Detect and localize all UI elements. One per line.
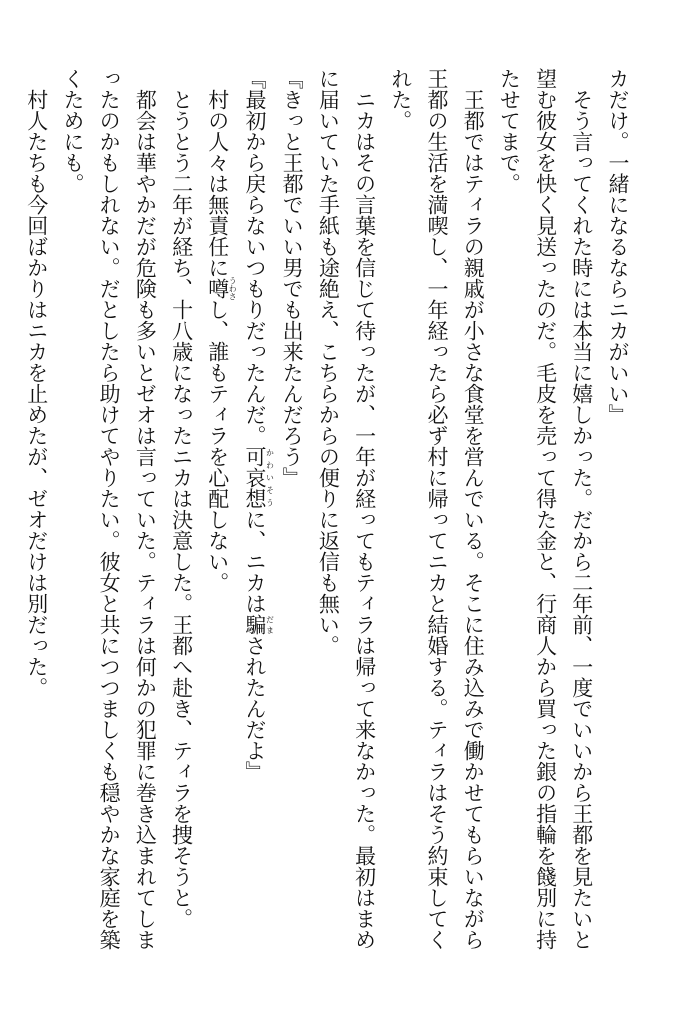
- text-line: れた。: [388, 68, 413, 131]
- ruby-kawaisou: [242, 446, 275, 509]
- text-line: カだけ。一緒になるならニカがいい』: [606, 68, 630, 425]
- text-line: たせてまで。: [497, 68, 522, 194]
- text-segment: 村の人々は無責任に: [205, 68, 230, 278]
- text-line-with-ruby: [237, 68, 274, 998]
- text-line: ニカはその言葉を信じて待ったが、一年が経ってもティラは帰って来なかった。最初はまめ: [352, 68, 377, 950]
- body-text: [19, 68, 636, 998]
- text-segment: に、ニカは: [242, 509, 267, 614]
- ruby-base: 騙: [242, 614, 267, 635]
- text-line: ったのかもしれない。だとしたら助けてやりたい。彼女と共につつましくも穏やかな家庭を築: [97, 68, 122, 950]
- text-line: 都会は華やかだが危険も多いとゼオは言っていた。ティラは何かの犯罪に巻き込まれてしま: [133, 68, 158, 950]
- text-line: に届いていた手紙も途絶え、こちらからの便りに返信も無い。: [316, 68, 341, 656]
- text-line: くためにも。: [60, 68, 85, 194]
- text-line-with-ruby: [200, 68, 237, 998]
- text-line: 望む彼女を快く見送ったのだ。毛皮を売って得た金と、行商人から買った銀の指輪を餞別に持: [533, 68, 558, 950]
- ruby-reading: かわいそう: [265, 446, 275, 509]
- text-segment: 『最初から戻らないつもりだったんだ。: [242, 68, 267, 446]
- ruby-dama: [242, 614, 275, 635]
- text-line: 王都ではティラの親戚が小さな食堂を営んでいる。そこに住み込みで働かせてもらいながら: [461, 68, 486, 950]
- text-line: とうとう二年が経ち、十八歳になったニカは決意した。王都へ赴き、ティラを捜そうと。: [169, 68, 194, 929]
- ruby-base: 噂: [205, 276, 230, 301]
- text-line: そう言ってくれた時には本当に嬉しかった。だから二年前、一度でいいから王都を見たいと: [569, 68, 594, 950]
- text-line: 『きっと王都でいい男でも出来たんだろう』: [280, 68, 305, 488]
- text-segment: し、誰もティラを心配しない。: [205, 299, 230, 593]
- ruby-base: 可哀想: [242, 446, 267, 509]
- ruby-reading: うわさ: [228, 276, 238, 301]
- text-segment: されたんだよ』: [242, 635, 267, 782]
- ruby-uwasa: [205, 276, 238, 301]
- text-line: 王都の生活を満喫し、一年経ったら必ず村に帰ってニカと結婚する。ティラはそう約束してく: [424, 68, 449, 950]
- ruby-reading: だま: [265, 614, 275, 635]
- text-line: 村人たちも今回ばかりはニカを止めたが、ゼオだけは別だった。: [24, 68, 49, 698]
